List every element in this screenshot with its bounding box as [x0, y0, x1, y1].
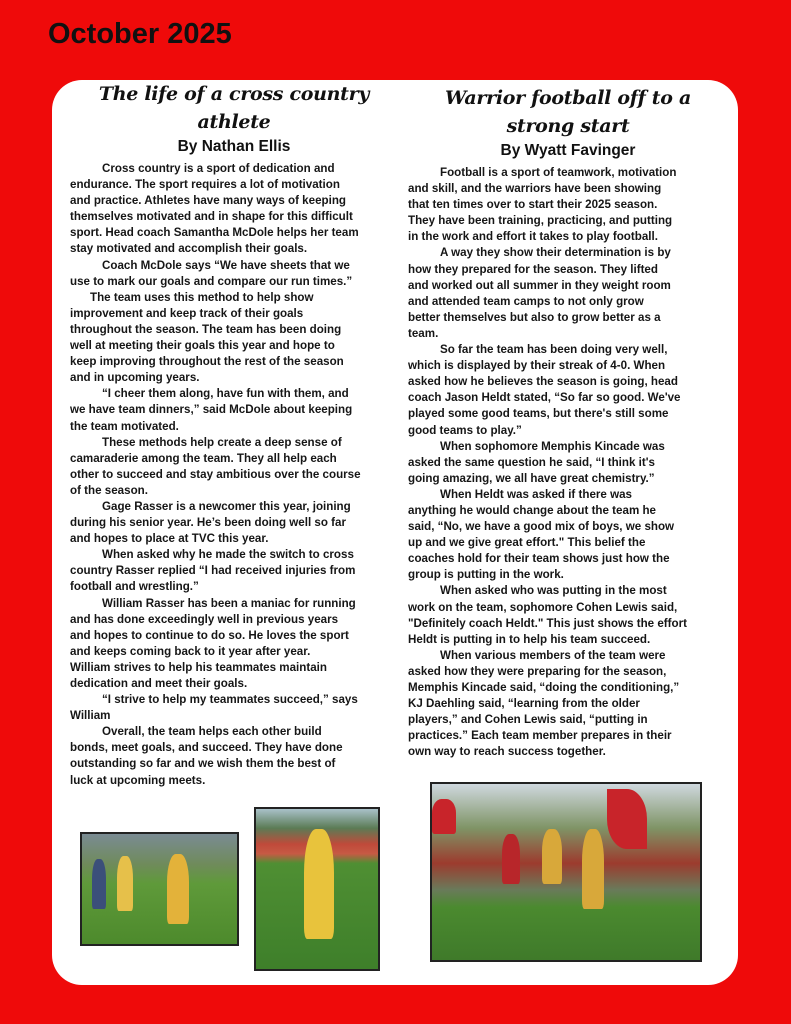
article-byline: By Nathan Ellis: [177, 138, 291, 155]
paragraph: So far the team has been doing very well, which is displayed by their streak of 4-0. When asked how he believes the season is going, head coach Jason Heldt stated, “So far so good. We've played some good teams, but there's still some good teams to play.”: [408, 343, 681, 437]
runner-photo: [254, 807, 380, 971]
paragraph: When various members of the team were asked how they were preparing for the season, Memphis Kincade said, “doing the conditioning,” KJ Daehling said, “learning from the older players,” and Cohen Lewis said, “putting in practices.” Each team member prepares in their own way to reach success together.: [408, 648, 680, 759]
paragraph: These methods help create a deep sense of camaraderie among the team. They all help each other to succeed and stay ambitious over the course of the season.: [70, 435, 361, 497]
issue-title: October 2025: [48, 18, 232, 50]
paragraph: When Heldt was asked if there was anything he would change about the team he said, “No, we have a good mix of boys, we show up and we give great effort." This belief the coaches hold for their team shows just how the group is putting in the work.: [408, 487, 675, 582]
football-team-photo: [430, 782, 702, 962]
paragraph: William Rasser has been a maniac for running and has done exceedingly well in previous years and hopes to continue to do so. He loves the sport and keeps coming back to it year after year. William strives to help his teammates maintain dedication and meet their goals.: [70, 596, 356, 690]
article-cross-country: [70, 80, 398, 789]
paragraph: The team uses this method to help show improvement and keep track of their goals throughout the season. The team has been doing well at meeting their goals this year and hope to keep improving throughout the rest of the season and in upcoming years.: [70, 290, 344, 385]
paragraph: When sophomore Memphis Kincade was asked the same question he said, “I think it's going amazing, we all have great chemistry.”: [408, 439, 665, 485]
article-headline: Warrior football off to a strong start: [445, 87, 691, 137]
paragraph: When asked why he made the switch to cross country Rasser replied “I had received injuries from football and wrestling.”: [70, 548, 356, 594]
paragraph: Coach McDole says “We have sheets that we use to mark our goals and compare our run times.”: [70, 258, 353, 288]
paragraph: Gage Rasser is a newcomer this year, joining during his senior year. He’s been doing well so far and hopes to place at TVC this year.: [70, 499, 351, 546]
paragraph: When asked who was putting in the most work on the team, sophomore Cohen Lewis said, "Definitely coach Heldt." This just shows the effort Heldt is putting in to help his team succeed.: [408, 584, 687, 646]
paragraph: A way they show their determination is by how they prepared for the season. They lifted and worked out all summer in they weight room and attended team camps to not only grow better themselves but also to grow better as a team.: [408, 246, 671, 340]
paragraph: Overall, the team helps each other build bonds, meet goals, and succeed. They have done outstanding so far and we wish them the best of luck at upcoming meets.: [70, 725, 343, 787]
paragraph: “I strive to help my teammates succeed,” says William: [70, 693, 358, 723]
cross-country-team-photo: [80, 832, 239, 946]
article-headline: The life of a cross country athlete: [98, 83, 370, 133]
article-football: [408, 84, 728, 760]
article-body: [70, 161, 398, 789]
paragraph: Cross country is a sport of dedication and endurance. The sport requires a lot of motivation and practice. Athletes have many ways of keeping themselves motivated and in shape for this difficult sport. Head coach Samantha McDole helps her team stay motivated and accomplish their goals.: [70, 162, 359, 256]
paragraph: Football is a sport of teamwork, motivation and skill, and the warriors have been showing that ten times over to start their 2025 season. They have been training, practicing, and putting in the work and effort it takes to play football.: [408, 166, 677, 244]
article-byline: By Wyatt Favinger: [500, 142, 636, 159]
paragraph: “I cheer them along, have fun with them, and we have team dinners,” said McDole about keeping the team motivated.: [70, 387, 353, 433]
article-body: [408, 165, 728, 760]
